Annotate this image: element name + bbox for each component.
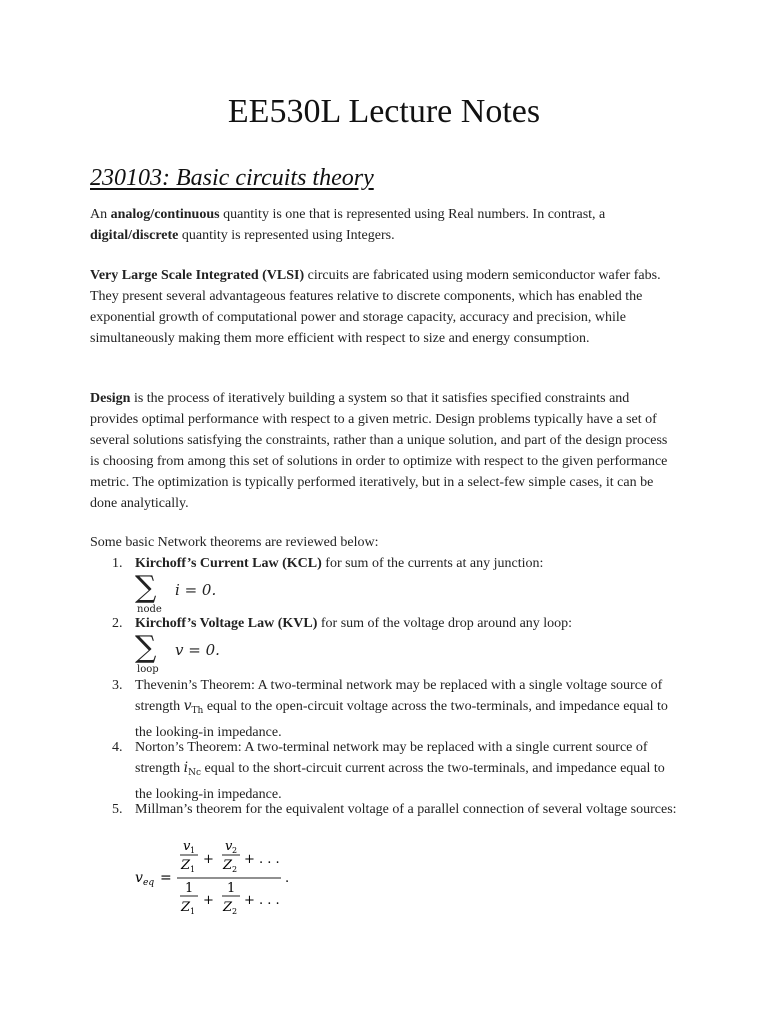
list-intro: Some basic Network theorems are reviewed below: <box>90 535 379 550</box>
kcl-sum-expression: i = 0. <box>175 581 217 599</box>
millman-lhs: v <box>135 870 143 886</box>
list-item-2-number: 2. <box>112 616 123 631</box>
list-item-4-number: 4. <box>112 740 123 755</box>
millman-d1: Z <box>181 858 191 873</box>
kvl-sum-label: loop <box>137 664 159 675</box>
summation-icon: ∑ <box>135 630 157 665</box>
millman-fraction-svg <box>135 838 335 918</box>
millman-plus-1: + <box>203 852 214 867</box>
p3-text: is the process of iteratively building a system so that it satisfies specified constraints and provides optimal performance with respect to a given metric. Design problems typically have a set of several solutions satisfying the constraints, rather than a unique solution, and part of the design process is choosing from among this set of solutions in order to optimize with respect to the given performance metric. The optimization is typically performed iteratively, but in a select-few simple cases, it can be done analytically. <box>90 391 668 511</box>
kvl-text: for sum of the voltage drop around any loop: <box>317 616 573 631</box>
millman-d2: Z <box>223 858 233 873</box>
p1-text-3: quantity is represented using Integers. <box>178 228 395 243</box>
kcl-label: Kirchoff’s Current Law (KCL) <box>135 556 322 571</box>
list-item-3 <box>135 675 680 743</box>
paragraph-analog-digital <box>90 204 680 246</box>
millman-d2-sub: 2 <box>232 865 238 874</box>
millman-equation <box>135 838 335 918</box>
kvl-sum-expression: v = 0. <box>175 641 220 659</box>
millman-equals: = <box>160 870 172 886</box>
thevenin-text-2: equal to the open-circuit voltage across the two-terminals, and impedance equal to the looking-in impedance. <box>135 699 668 740</box>
list-item-1 <box>135 553 680 574</box>
norton-symbol <box>184 760 201 776</box>
kvl-label: Kirchoff’s Voltage Law (KVL) <box>135 616 318 631</box>
norton-text-2: equal to the short-circuit current across the two-terminals, and impedance equal to the looking-in impedance. <box>135 761 665 802</box>
millman-lhs-sub: eq <box>143 878 155 888</box>
document-title: EE530L Lecture Notes <box>227 93 541 130</box>
millman-period: . <box>285 871 290 886</box>
list-item-1-number: 1. <box>112 556 123 571</box>
p1-text-1: An <box>90 207 111 222</box>
millman-n1-sub: 1 <box>190 846 196 855</box>
thevenin-symbol-sub: Th <box>191 706 204 716</box>
p2-text: circuits are fabricated using modern semiconductor wafer fabs. They present several advantageous features relative to discrete components, which has enabled the exponential growth of computational power and storage capacity, accuracy and precision, while simultaneously making them more efficient with respect to size and energy consumption. <box>90 268 661 346</box>
millman-den-d2-sub: 2 <box>232 907 238 916</box>
section-heading: 230103: Basic circuits theory <box>90 165 374 191</box>
millman-den-d2: Z <box>223 900 233 915</box>
millman-den-d1-sub: 1 <box>190 907 196 916</box>
millman-dots-den: + . . . <box>244 893 280 908</box>
millman-d1-sub: 1 <box>190 865 196 874</box>
norton-symbol-var: i <box>183 760 189 776</box>
p3-bold-design: Design <box>90 391 131 406</box>
paragraph-vlsi <box>90 265 680 349</box>
millman-dots-num: + . . . <box>244 852 280 867</box>
list-item-5: Millman’s theorem for the equivalent voltage of a parallel connection of several voltage sources: <box>135 802 677 817</box>
norton-symbol-sub: Nc <box>188 768 202 778</box>
millman-n2: v <box>225 839 233 854</box>
thevenin-symbol-var: v <box>183 698 192 714</box>
list-item-2 <box>135 613 680 634</box>
p1-bold-analog: analog/continuous <box>110 207 220 222</box>
summation-icon: ∑ <box>135 570 157 605</box>
p1-text-2: quantity is one that is represented using Real numbers. In contrast, a <box>219 207 606 222</box>
kcl-sum-label: node <box>137 604 162 615</box>
list-item-3-number: 3. <box>112 678 123 693</box>
thevenin-text-1: Thevenin’s Theorem: A two-terminal network may be replaced with a single voltage source of strength <box>135 678 663 714</box>
norton-text-1: Norton’s Theorem: A two-terminal network may be replaced with a single current source of strength <box>135 740 648 776</box>
millman-n1: v <box>183 839 191 854</box>
thevenin-symbol <box>184 698 204 714</box>
millman-plus-2: + <box>203 893 214 908</box>
p2-bold-vlsi: Very Large Scale Integrated (VLSI) <box>90 268 305 283</box>
millman-den-d1: Z <box>181 900 191 915</box>
kcl-text: for sum of the currents at any junction: <box>321 556 544 571</box>
list-item-4 <box>135 737 680 805</box>
paragraph-design <box>90 388 680 514</box>
millman-n2-sub: 2 <box>232 846 238 855</box>
p1-bold-digital: digital/discrete <box>90 228 179 243</box>
list-item-5-number: 5. <box>112 802 123 817</box>
millman-one-1: 1 <box>185 881 194 896</box>
kvl-equation <box>135 630 255 679</box>
millman-one-2: 1 <box>227 881 236 896</box>
